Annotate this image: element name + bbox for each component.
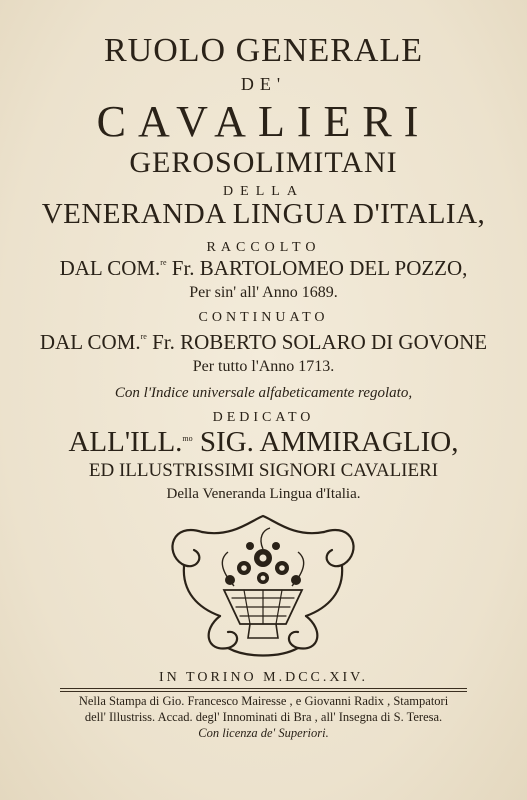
title-line-4: GEROSOLIMITANI: [129, 146, 398, 179]
dedication-line-3: Della Veneranda Lingua d'Italia.: [166, 486, 361, 502]
title-line-6: VENERANDA LINGUA D'ITALIA,: [41, 198, 486, 230]
raccolto-label: RACCOLTO: [206, 240, 321, 255]
dedication-addressee: ALL'ILL.$^{mo}$ SIG. AMMIRAGLIO,: [68, 426, 459, 458]
place-and-date: IN TORINO M.DCC.XIV.: [159, 670, 368, 685]
compiler-name: DAL COM.$^{re}$ Fr. BARTOLOMEO DEL POZZO,: [59, 256, 468, 280]
index-note: Con l'Indice universale alfabeticamente regolato,: [114, 385, 413, 401]
title-line-3: CAVALIERI: [96, 97, 431, 146]
title-line-5: DELLA: [223, 184, 304, 199]
printer-line-2: dell' Illustriss. Accad. degl' Innominati di Bra , all' Insegna di S. Teresa.: [84, 710, 443, 724]
license-line: Con licenza de' Superiori.: [198, 726, 329, 740]
compiler-period: Per sin' all' Anno 1689.: [189, 284, 338, 301]
title-line-1: RUOLO GENERALE: [103, 32, 424, 69]
floral-basket-ornament-icon: [162, 512, 364, 660]
title-line-2: DE': [240, 74, 287, 94]
printer-line-1: Nella Stampa di Gio. Francesco Mairesse , e Giovanni Radix , Stampatori: [78, 694, 449, 708]
continuator-name: DAL COM.$^{re}$ Fr. ROBERTO SOLARO DI GOVONE: [39, 330, 488, 354]
continuato-label: CONTINUATO: [198, 310, 329, 325]
dedication-line-2: ED ILLUSTRISSIMI SIGNORI CAVALIERI: [88, 460, 439, 481]
divider-rule: [60, 688, 467, 692]
dedicato-label: DEDICATO: [212, 410, 315, 425]
continuator-period: Per tutto l'Anno 1713.: [192, 358, 335, 375]
